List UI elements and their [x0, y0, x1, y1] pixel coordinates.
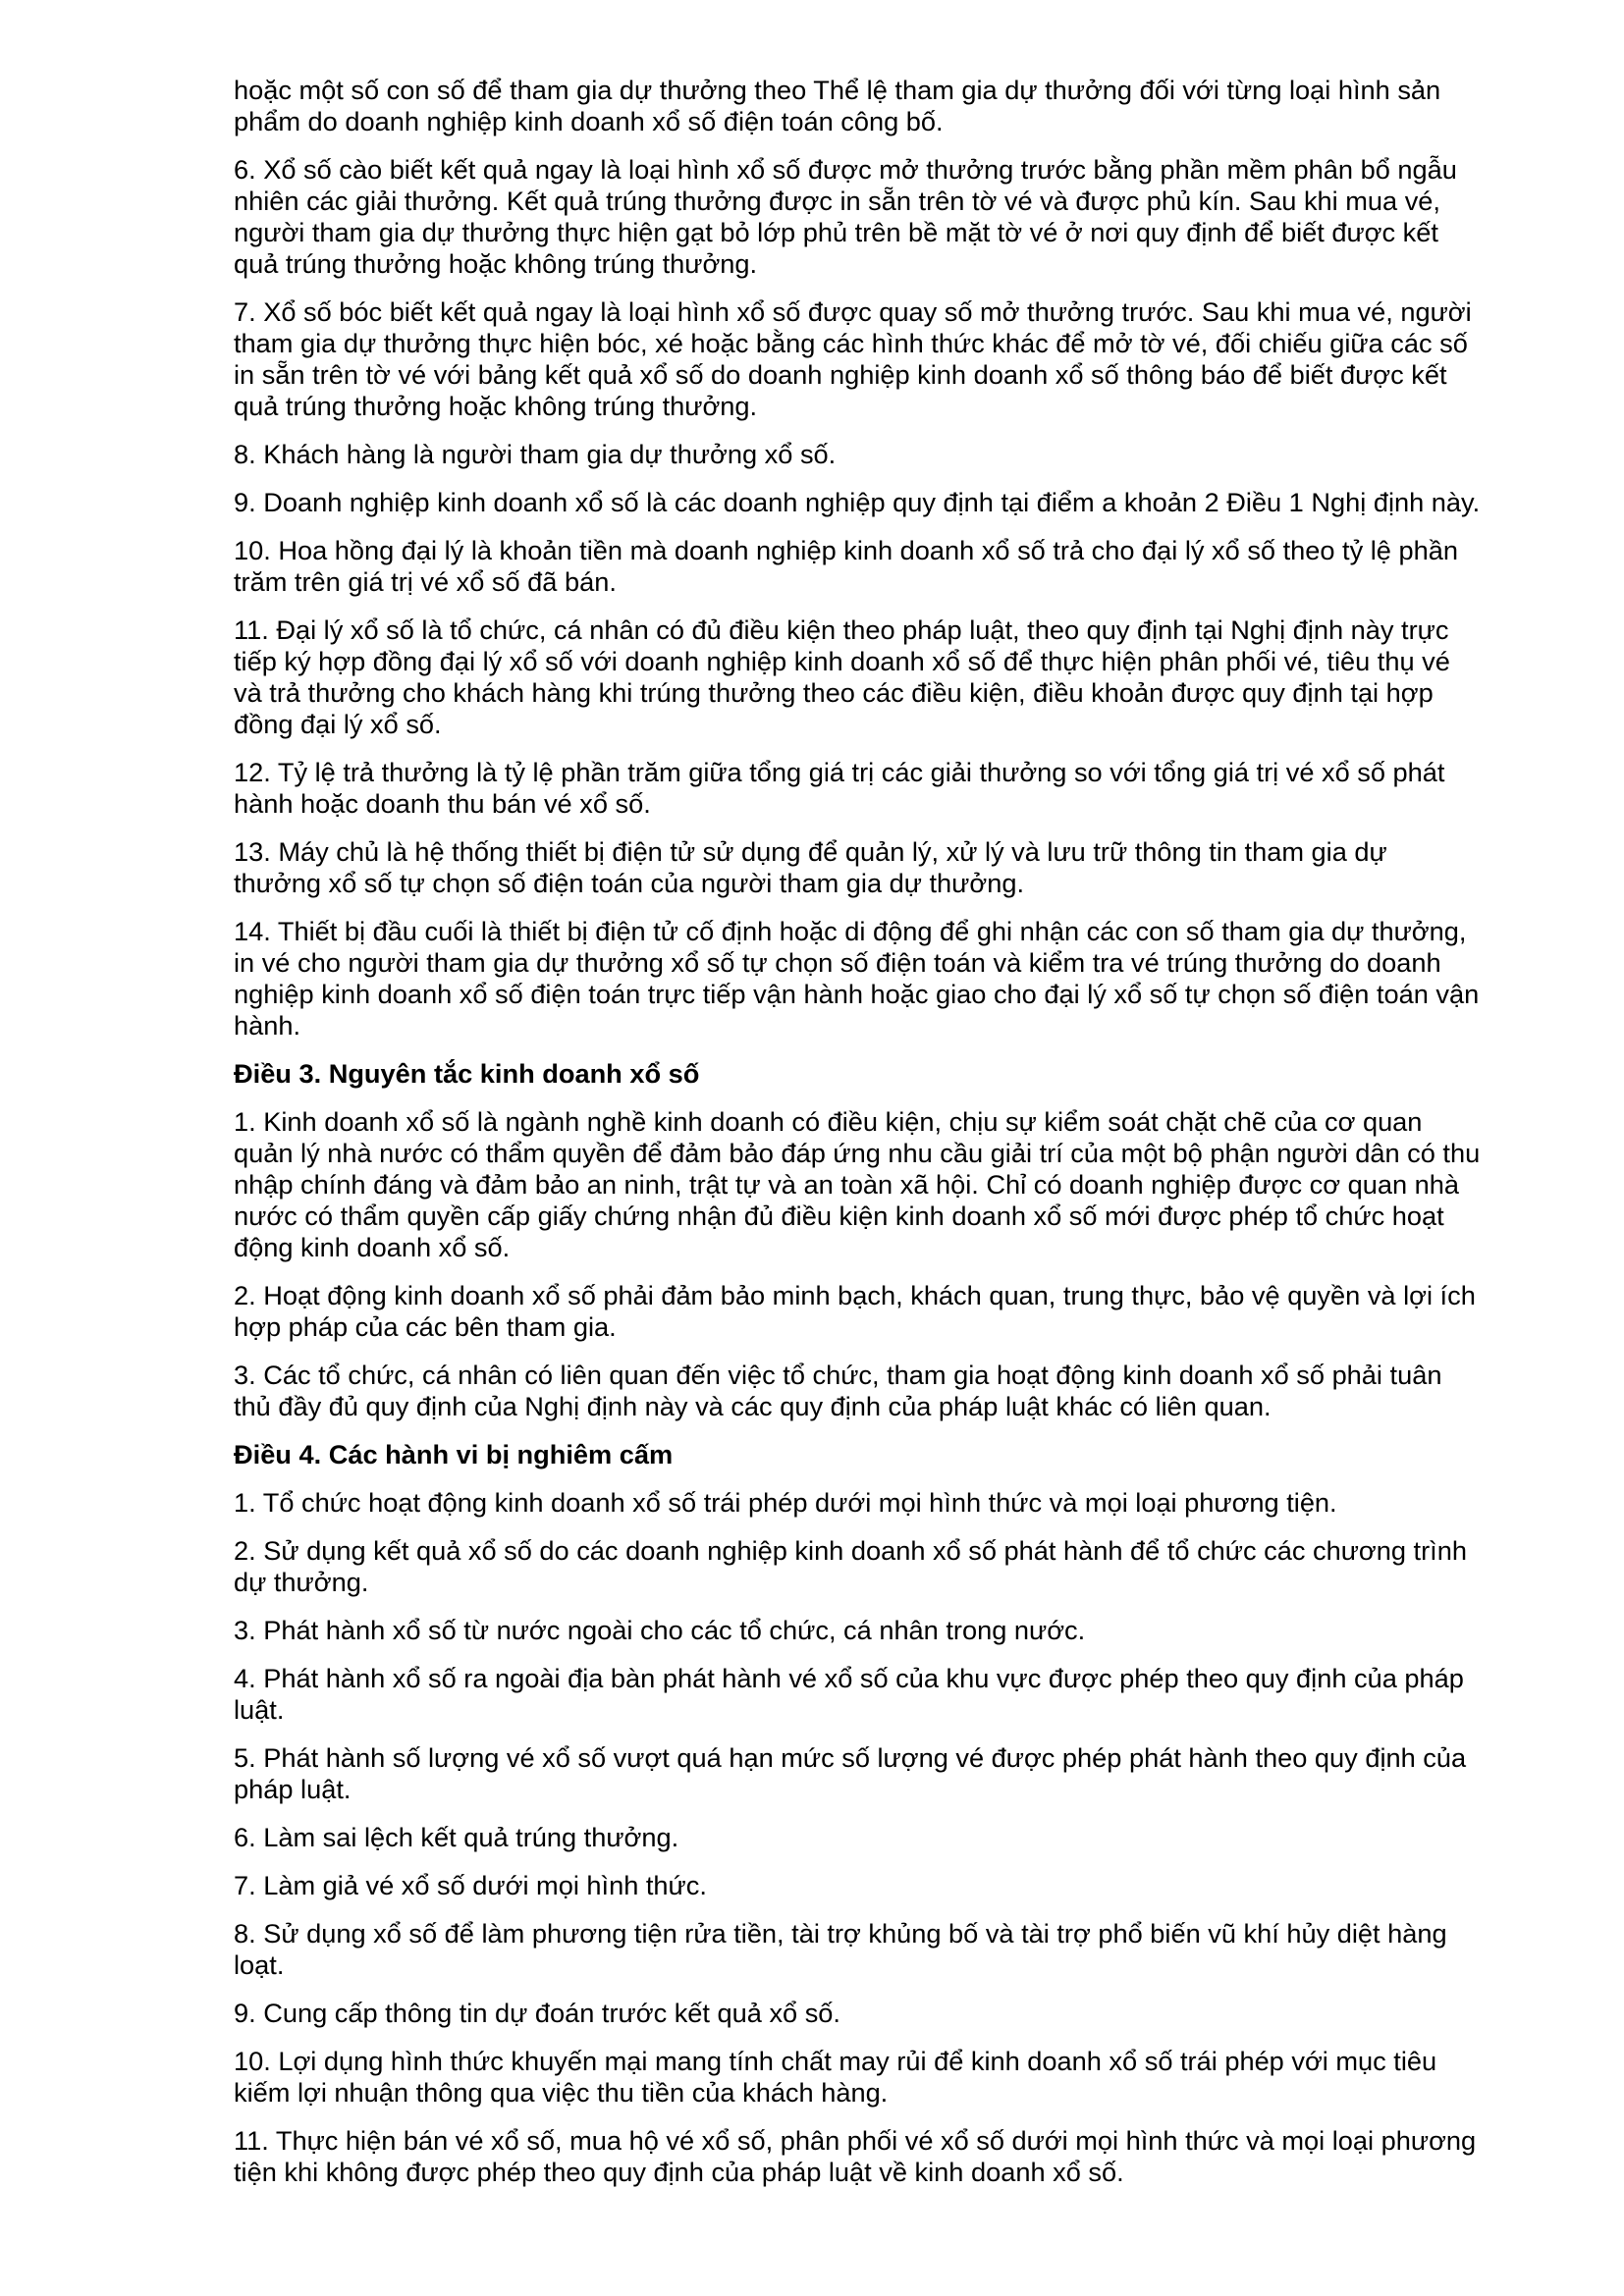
- article-4-clause-5: 5. Phát hành số lượng vé xổ số vượt quá hạn mức số lượng vé được phép phát hành theo quy định của pháp luật.: [234, 1742, 1467, 1804]
- article-4-clause-1: 1. Tổ chức hoạt động kinh doanh xổ số trái phép dưới mọi hình thức và mọi loại phương tiện.: [234, 1487, 1337, 1518]
- document-page: [234, 75, 1481, 2205]
- paragraph-clause-7: 7. Xổ số bóc biết kết quả ngay là loại hình xổ số được quay số mở thưởng trước. Sau khi mua vé, người tham gia dự thưởng thực hiện bóc, xé hoặc bằng các hình thức khác để mở tờ vé, đối chiếu giữa các số in sẵn trên tờ vé với bảng kết quả xổ số do doanh nghiệp kinh doanh xổ số thông báo để biết được kết quả trúng thưởng hoặc không trúng thưởng.: [234, 296, 1472, 421]
- article-3-clause-2: 2. Hoạt động kinh doanh xổ số phải đảm bảo minh bạch, khách quan, trung thực, bảo vệ quyền và lợi ích hợp pháp của các bên tham gia.: [234, 1280, 1476, 1342]
- paragraph-clause-6: 6. Xổ số cào biết kết quả ngay là loại hình xổ số được mở thưởng trước bằng phần mềm phân bổ ngẫu nhiên các giải thưởng. Kết quả trúng thưởng được in sẵn trên tờ vé và được phủ kín. Sau khi mua vé, người tham gia dự thưởng thực hiện gạt bỏ lớp phủ trên bề mặt tờ vé ở nơi quy định để biết được kết quả trúng thưởng hoặc không trúng thưởng.: [234, 154, 1457, 279]
- paragraph-continuation: hoặc một số con số để tham gia dự thưởng theo Thể lệ tham gia dự thưởng đối với từng loại hình sản phẩm do doanh nghiệp kinh doanh xổ số điện toán công bố.: [234, 75, 1441, 136]
- article-4-clause-11: 11. Thực hiện bán vé xổ số, mua hộ vé xổ số, phân phối vé xổ số dưới mọi hình thức và mọi loại phương tiện khi không được phép theo quy định của pháp luật về kinh doanh xổ số.: [234, 2125, 1477, 2187]
- article-3-clause-1: 1. Kinh doanh xổ số là ngành nghề kinh doanh có điều kiện, chịu sự kiểm soát chặt chẽ của cơ quan quản lý nhà nước có thẩm quyền để đảm bảo đáp ứng nhu cầu giải trí của một bộ phận người dân có thu nhập chính đáng và đảm bảo an ninh, trật tự và an toàn xã hội. Chỉ có doanh nghiệp được cơ quan nhà nước có thẩm quyền cấp giấy chứng nhận đủ điều kiện kinh doanh xổ số mới được phép tổ chức hoạt động kinh doanh xổ số.: [234, 1106, 1481, 1262]
- article-4-clause-6: 6. Làm sai lệch kết quả trúng thưởng.: [234, 1822, 679, 1852]
- paragraph-clause-9: 9. Doanh nghiệp kinh doanh xổ số là các doanh nghiệp quy định tại điểm a khoản 2 Điều 1 Nghị định này.: [234, 487, 1481, 517]
- article-3-heading: Điều 3. Nguyên tắc kinh doanh xổ số: [234, 1058, 700, 1089]
- paragraph-clause-13: 13. Máy chủ là hệ thống thiết bị điện tử sử dụng để quản lý, xử lý và lưu trữ thông tin tham gia dự thưởng xổ số tự chọn số điện toán của người tham gia dự thưởng.: [234, 836, 1387, 898]
- article-4-clause-10: 10. Lợi dụng hình thức khuyến mại mang tính chất may rủi để kinh doanh xổ số trái phép với mục tiêu kiếm lợi nhuận thông qua việc thu tiền của khách hàng.: [234, 2046, 1437, 2108]
- article-4-clause-8: 8. Sử dụng xổ số để làm phương tiện rửa tiền, tài trợ khủng bố và tài trợ phổ biến vũ khí hủy diệt hàng loạt.: [234, 1918, 1447, 1980]
- article-4-clause-4: 4. Phát hành xổ số ra ngoài địa bàn phát hành vé xổ số của khu vực được phép theo quy định của pháp luật.: [234, 1663, 1464, 1725]
- article-3-clause-3: 3. Các tổ chức, cá nhân có liên quan đến việc tổ chức, tham gia hoạt động kinh doanh xổ số phải tuân thủ đầy đủ quy định của Nghị định này và các quy định của pháp luật khác có liên quan.: [234, 1360, 1442, 1421]
- article-4-heading: Điều 4. Các hành vi bị nghiêm cấm: [234, 1439, 674, 1469]
- article-4-clause-9: 9. Cung cấp thông tin dự đoán trước kết quả xổ số.: [234, 1998, 840, 2028]
- paragraph-clause-14: 14. Thiết bị đầu cuối là thiết bị điện tử cố định hoặc di động để ghi nhận các con số tham gia dự thưởng, in vé cho người tham gia dự thưởng xổ số tự chọn số điện toán và kiểm tra vé trúng thưởng do doanh nghiệp kinh doanh xổ số điện toán trực tiếp vận hành hoặc giao cho đại lý xổ số tự chọn số điện toán vận hành.: [234, 916, 1480, 1041]
- paragraph-clause-11: 11. Đại lý xổ số là tổ chức, cá nhân có đủ điều kiện theo pháp luật, theo quy định tại Nghị định này trực tiếp ký hợp đồng đại lý xổ số với doanh nghiệp kinh doanh xổ số để thực hiện phân phối vé, tiêu thụ vé và trả thưởng cho khách hàng khi trúng thưởng theo các điều kiện, điều khoản được quy định tại hợp đồng đại lý xổ số.: [234, 614, 1450, 739]
- paragraph-clause-10: 10. Hoa hồng đại lý là khoản tiền mà doanh nghiệp kinh doanh xổ số trả cho đại lý xổ số theo tỷ lệ phần trăm trên giá trị vé xổ số đã bán.: [234, 535, 1458, 597]
- article-4-clause-2: 2. Sử dụng kết quả xổ số do các doanh nghiệp kinh doanh xổ số phát hành để tổ chức các chương trình dự thưởng.: [234, 1535, 1467, 1597]
- paragraph-clause-8: 8. Khách hàng là người tham gia dự thưởng xổ số.: [234, 439, 837, 469]
- paragraph-clause-12: 12. Tỷ lệ trả thưởng là tỷ lệ phần trăm giữa tổng giá trị các giải thưởng so với tổng giá trị vé xổ số phát hành hoặc doanh thu bán vé xổ số.: [234, 757, 1445, 819]
- article-4-clause-3: 3. Phát hành xổ số từ nước ngoài cho các tổ chức, cá nhân trong nước.: [234, 1615, 1086, 1645]
- article-4-clause-7: 7. Làm giả vé xổ số dưới mọi hình thức.: [234, 1870, 707, 1900]
